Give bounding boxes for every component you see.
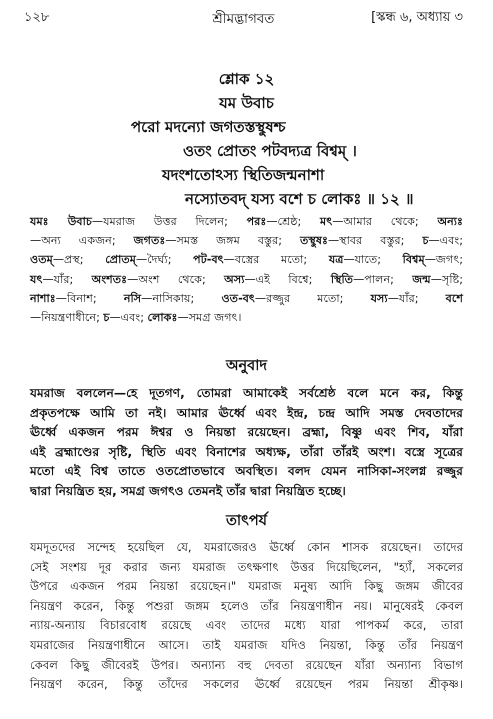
synonym-word: যৎ — [30, 272, 43, 286]
translation-line: দ্বারা নিয়ন্ত্রিত হয়, সমগ্র জগৎও তেমনই তাঁর দ্বারা নিয়ন্ত্রিত হচ্ছে। — [30, 483, 346, 498]
synonym-word: নাশাঃ — [30, 291, 56, 305]
synonym-entry — [30, 215, 228, 228]
synonym-line — [30, 212, 463, 231]
synonym-entry — [30, 292, 97, 305]
synonym-word: পরঃ — [246, 215, 267, 228]
verse-line: পরো মদন্যো জগতস্তস্থুষশ্চ — [131, 118, 286, 136]
translation-text — [30, 384, 463, 502]
verse-line: যদংশতোঽস্য স্থিতিজন্মনাশা — [162, 166, 325, 184]
page-number: ১২৮ — [24, 10, 50, 25]
synonym-word: অংশতঃ — [91, 272, 128, 286]
synonym-entry — [92, 273, 206, 286]
synonym-line — [30, 308, 463, 327]
synonym-entry — [193, 253, 307, 266]
synonym-meaning: —দৈর্ঘ্য; — [135, 253, 172, 267]
synonym-word: চ — [103, 311, 110, 325]
translation-line: যমরাজ বললেন—হে দূতগণ, তোমরা আমাকেই সর্বশ্রেষ্ঠ বলে মনে কর, কিন্তু — [30, 386, 463, 400]
translation-line: প্রকৃতপক্ষে আমি তা নই। আমার ঊর্ধ্বে এবং ইন্দ্র, চন্দ্র আদি সমস্ত দেবতাদের — [30, 405, 463, 420]
synonym-entry — [320, 215, 419, 228]
verse-line: ওতং প্রোতং পটবদ্যত্র বিশ্বম্ । — [183, 142, 357, 160]
synonym-entry — [124, 292, 194, 305]
purport-line: যমদূতদের সন্দেহ হয়েছিল যে, যমরাজেরও ঊর্ধ্বে কোন শাসক রয়েছেন। তাদের — [30, 540, 463, 554]
translation-line: ঊর্ধ্বে একজন পরম ঈশ্বর ও নিয়ন্তা রয়েছেন। ব্রহ্মা, বিষ্ণু এবং শিব, যাঁরা — [30, 425, 463, 440]
synonym-line — [30, 250, 463, 269]
synonym-meaning: —যাঁর; — [387, 291, 419, 305]
synonym-entry — [30, 273, 73, 286]
synonym-meaning: —সমস্ত জঙ্গম বস্তুর; — [165, 234, 283, 248]
purport-line: উপরে একজন পরম নিয়ন্তা রয়েছেন।" যমরাজ মনুষ্য আদি কিছু জঙ্গম জীবের — [30, 579, 463, 594]
synonym-word: অন্যঃ — [437, 215, 464, 228]
synonym-entry — [105, 253, 171, 266]
synonym-meaning: —এবং; — [428, 234, 463, 248]
synonym-word: জন্ম — [412, 272, 431, 286]
synonym-line — [30, 270, 463, 289]
synonym-meaning: —নাসিকায়; — [141, 291, 195, 305]
synonym-entry — [148, 311, 242, 324]
synonym-meaning: —বস্ত্রের মতো; — [223, 253, 308, 267]
page-header — [24, 8, 463, 30]
synonym-meaning: —আমার থেকে; — [332, 215, 419, 228]
purport-line: যমরাজের নিয়ন্ত্রণাধীনে আসে। তাই যমরাজ যদিও নিয়ন্তা, কিন্তু তাঁর নিয়ন্ত্রণ — [30, 637, 463, 652]
synonym-word: তস্থুষঃ — [300, 234, 328, 248]
synonym-meaning: —নিয়ন্ত্রণাধীনে; — [30, 311, 100, 325]
chapter-reference: [স্কন্ধ ৬, অধ্যায় ৩ — [371, 10, 463, 25]
running-title: শ্রীমদ্ভাগবত — [212, 11, 275, 27]
synonym-entry — [412, 273, 463, 286]
synonym-word: স্থিতি — [330, 272, 354, 286]
purport-line: নিয়ন্ত্রণ করেন, কিন্তু তাঁদের সকলের ঊর্ধ্বে রয়েছেন পরম নিয়ন্তা শ্রীকৃষ্ণ। — [30, 677, 463, 692]
synonym-entry — [247, 215, 302, 228]
translation-line: এই ব্রহ্মাণ্ডের সৃষ্টি, স্থিতি এবং বিনাশের অধ্যক্ষ, তাঁরা তাঁরই অংশ। বস্ত্রে সূত্রের — [30, 444, 463, 459]
synonym-word: পট-বৎ — [193, 253, 224, 267]
synonym-meaning: —সৃষ্টি; — [430, 272, 464, 286]
synonym-meaning: —যমরাজ উত্তর দিলেন; — [91, 215, 228, 228]
synonym-word: প্রোতম্ — [105, 253, 136, 267]
synonym-entry — [422, 234, 463, 247]
verse-line: নস্যোতবদ্ যস্য বশে চ লোকঃ ॥ ১২ ॥ — [185, 190, 414, 208]
synonym-entry — [371, 292, 419, 305]
synonym-word: ওতম্ — [30, 253, 53, 267]
synonym-line — [30, 231, 463, 250]
synonym-word: মৎ — [320, 215, 333, 228]
synonym-entry — [403, 253, 463, 266]
synonym-meaning: —বিনাশ; — [55, 291, 97, 305]
synonym-meaning: —জগৎ; — [424, 253, 463, 267]
synonym-word: নসি — [123, 291, 142, 305]
synonym-entry — [224, 273, 312, 286]
synonym-entry — [103, 311, 144, 324]
synonym-entry — [221, 292, 343, 305]
translation-heading: অনুবাদ — [225, 357, 268, 374]
synonym-word: ওত-বৎ — [221, 291, 255, 305]
synonym-word: অস্য — [224, 272, 245, 286]
synonym-word: জগতঃ — [133, 234, 166, 248]
synonym-meaning: —অন্য একজন; — [30, 234, 116, 248]
purport-heading: তাৎপর্য — [225, 512, 268, 529]
synonym-word: যস্য — [370, 291, 388, 305]
synonym-meaning: —এই বিশ্বে; — [244, 272, 313, 286]
synonym-word: বিশ্বম্ — [402, 253, 425, 267]
purport-line: কেবল কিছু জীবেরই উপর। অন্যান্য বহু দেবতা রয়েছেন যাঁরা অন্যান্য বিভাগ — [30, 657, 463, 672]
synonym-entry — [134, 234, 282, 247]
verse-number: শ্লোক ১২ — [218, 70, 275, 88]
word-for-word-synonyms — [30, 212, 463, 327]
synonym-meaning: —যাতে; — [343, 253, 382, 267]
synonym-line — [30, 289, 463, 308]
synonym-word: বশে — [445, 291, 463, 305]
synonym-entry — [329, 253, 381, 266]
synonym-entry — [30, 253, 84, 266]
synonym-word: যত্র — [328, 253, 344, 267]
purport-line: নিয়ন্ত্রণ করেন, কিন্তু পশুরা জঙ্গম হলেও তাঁর নিয়ন্ত্রণাধীন নয়। মানুষেরই কেবল — [30, 598, 463, 613]
verse-speaker: যম উবাচ — [219, 94, 274, 112]
purport-line: সেই সংশয় দূর করার জন্য যমরাজ তৎক্ষণাৎ উত্তর দিয়েছিলেন, "হ্যাঁ, সকলের — [30, 559, 463, 574]
purport-line: ন্যায়-অন্যায় বিচারবোধ রয়েছে এবং তাদের মধ্যে যারা পাপকর্ম করে, তারা — [30, 618, 463, 633]
synonym-entry — [331, 273, 394, 286]
synonym-meaning: —যাঁর; — [42, 272, 74, 286]
synonym-meaning: —স্থাবর বস্তুর; — [327, 234, 405, 248]
translation-line: মতো এই বিশ্ব তাতে ওতপ্রোতভাবে অবস্থিত। বলদ যেমন নাসিকা-সংলগ্ন রজ্জুর — [30, 464, 463, 479]
synonym-word: যমঃ উবাচ — [30, 215, 92, 228]
synonym-word: চ — [422, 234, 429, 248]
synonym-meaning: —সমগ্র জগৎ। — [177, 311, 242, 325]
synonym-meaning: —প্রস্থ; — [52, 253, 84, 267]
synonym-meaning: —রজ্জুর মতো; — [254, 291, 344, 305]
synonym-word: লোকঃ — [147, 311, 178, 325]
synonym-entry — [300, 234, 404, 247]
synonym-meaning: —শ্রেষ্ঠ; — [266, 215, 302, 228]
synonym-meaning: —অংশ থেকে; — [127, 272, 206, 286]
synonym-meaning: —পালন; — [353, 272, 394, 286]
purport-text — [30, 538, 463, 695]
synonym-meaning: —এবং; — [109, 311, 144, 325]
